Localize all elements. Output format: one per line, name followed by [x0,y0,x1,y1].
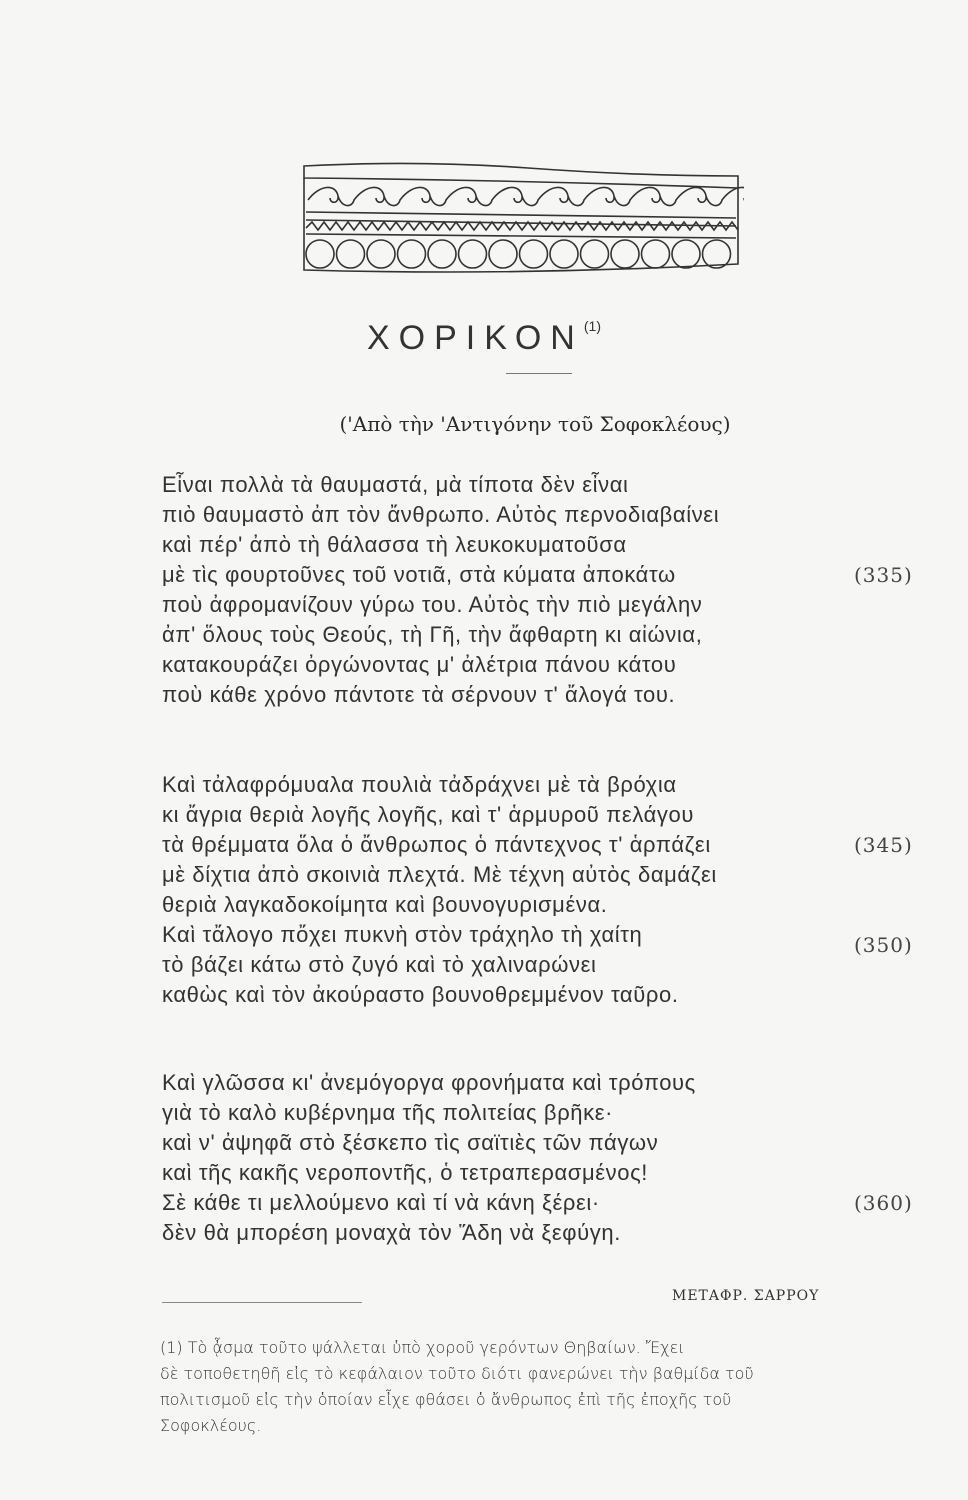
page-title: ΧΟΡΙΚΟΝ$^{(1)}$ [366,318,601,357]
verse-line: Σὲ κάθε τι μελλούμενο καὶ τί νὰ κάνη ξέρει· (360) [162,1188,696,1218]
verse-line: μὲ δίχτια ἀπὸ σκοινιὰ πλεχτά. Μὲ τέχνη αὐτὸς δαμάζει [162,862,717,887]
verse-line: κι ἄγρια θεριὰ λογῆς λογῆς, καὶ τ' ἁρμυροῦ πελάγου [162,802,694,827]
verse-line: καὶ πέρ' ἀπὸ τὴ θάλασσα τὴ λευκοκυματοῦσα [162,532,627,557]
verse-line: καθὼς καὶ τὸν ἀκούραστο βουνοθρεμμένον ταῦρο. [162,982,679,1007]
verse-line: θεριὰ λαγκαδοκοίμητα καὶ βουνογυρισμένα. [162,892,608,917]
stanza-1 [162,470,913,710]
footnote-divider [162,1302,362,1303]
footnote [160,1335,910,1439]
verse-line: ἀπ' ὅλους τοὺς Θεούς, τὴ Γῆ, τὴν ἄφθαρτη κι αἰώνια, [162,622,703,647]
verse-line: καὶ ν' ἀψηφᾶ στὸ ξέσκεπο τὶς σαϊτιὲς τῶν πάγων [162,1130,659,1155]
title-divider [506,373,572,374]
line-number: (360) [854,1191,913,1215]
verse-line: ποὺ κάθε χρόνο πάντοτε τὰ σέρνουν τ' ἄλογά του. [162,682,676,707]
subtitle: ('Aπὸ τὴν 'Aντιγόνην τοῦ Σοφοκλέους) [339,412,731,436]
footnote-line: πολιτισμοῦ εἰς τὴν ὁποίαν εἶχε φθάσει ὁ ἄνθρωπος ἐπὶ τῆς ἐποχῆς τοῦ [160,1390,732,1409]
footnote-mark: (1) [583,318,601,334]
verse-line: μὲ τὶς φουρτοῦνες τοῦ νοτιᾶ, στὰ κύματα ἀποκάτω (335) [162,560,719,590]
stanza-2 [162,770,913,1010]
line-number: (335) [854,563,913,587]
verse-line: Καὶ τἀλαφρόμυαλα πουλιὰ τἀδράχνει μὲ τὰ βρόχια [162,772,677,797]
footnote-line: Σοφοκλέους. [160,1416,262,1435]
verse-line: πιὸ θαυμαστὸ ἀπ τὸν ἄνθρωπο. Αὐτὸς περνοδιαβαίνει [162,502,720,527]
verse-line: τὰ θρέμματα ὅλα ὁ ἄνθρωπος ὁ πάντεχνος τ' ἁρπάζει (345) [162,830,717,860]
verse-line: Καὶ τἄλογο πὄχει πυκνὴ στὸν τράχηλο τὴ χαίτη (350) [162,920,717,950]
footnote-line: (1) Τὸ ᾆσμα τοῦτο ψάλλεται ὑπὸ χοροῦ γερόντων Θηβαίων. Ἔχει [160,1338,685,1357]
verse-line: γιὰ τὸ καλὸ κυβέρνημα τῆς πολιτείας βρῆκε· [162,1100,614,1125]
verse-line: καὶ τῆς κακῆς νεροποντῆς, ὁ τετραπερασμένος! [162,1160,648,1185]
verse-line: τὸ βάζει κάτω στὸ ζυγό καὶ τὸ χαλιναρώνει [162,952,597,977]
translator-credit: ΜΕΤΑΦΡ. ΣΑΡΡΟΥ [672,1288,820,1304]
verse-line: Εἶναι πολλὰ τὰ θαυμαστά, μὰ τίποτα δὲν εἶναι [162,472,629,497]
verse-line: δὲν θὰ μπορέση μοναχὰ τὸν Ἅδη νὰ ξεφύγη. [162,1220,621,1245]
verse-line: κατακουράζει ὀργώνοντας μ' ἀλέτρια πάνου κάτου [162,652,677,677]
stanza-3 [162,1068,913,1248]
line-number: (345) [854,833,913,857]
verse-line: Καὶ γλῶσσα κι' ἀνεμόγοργα φρονήματα καὶ τρόπους [162,1070,696,1095]
footnote-line: δὲ τοποθετηθῆ εἰς τὸ κεφάλαιον τοῦτο διότι φανερώνει τὴν βαθμίδα τοῦ [160,1364,754,1383]
ornament-frieze [298,158,744,280]
verse-line: ποὺ ἀφρομανίζουν γύρω του. Αὐτὸς τὴν πιὸ μεγάλην [162,592,703,617]
line-number: (350) [854,933,913,957]
